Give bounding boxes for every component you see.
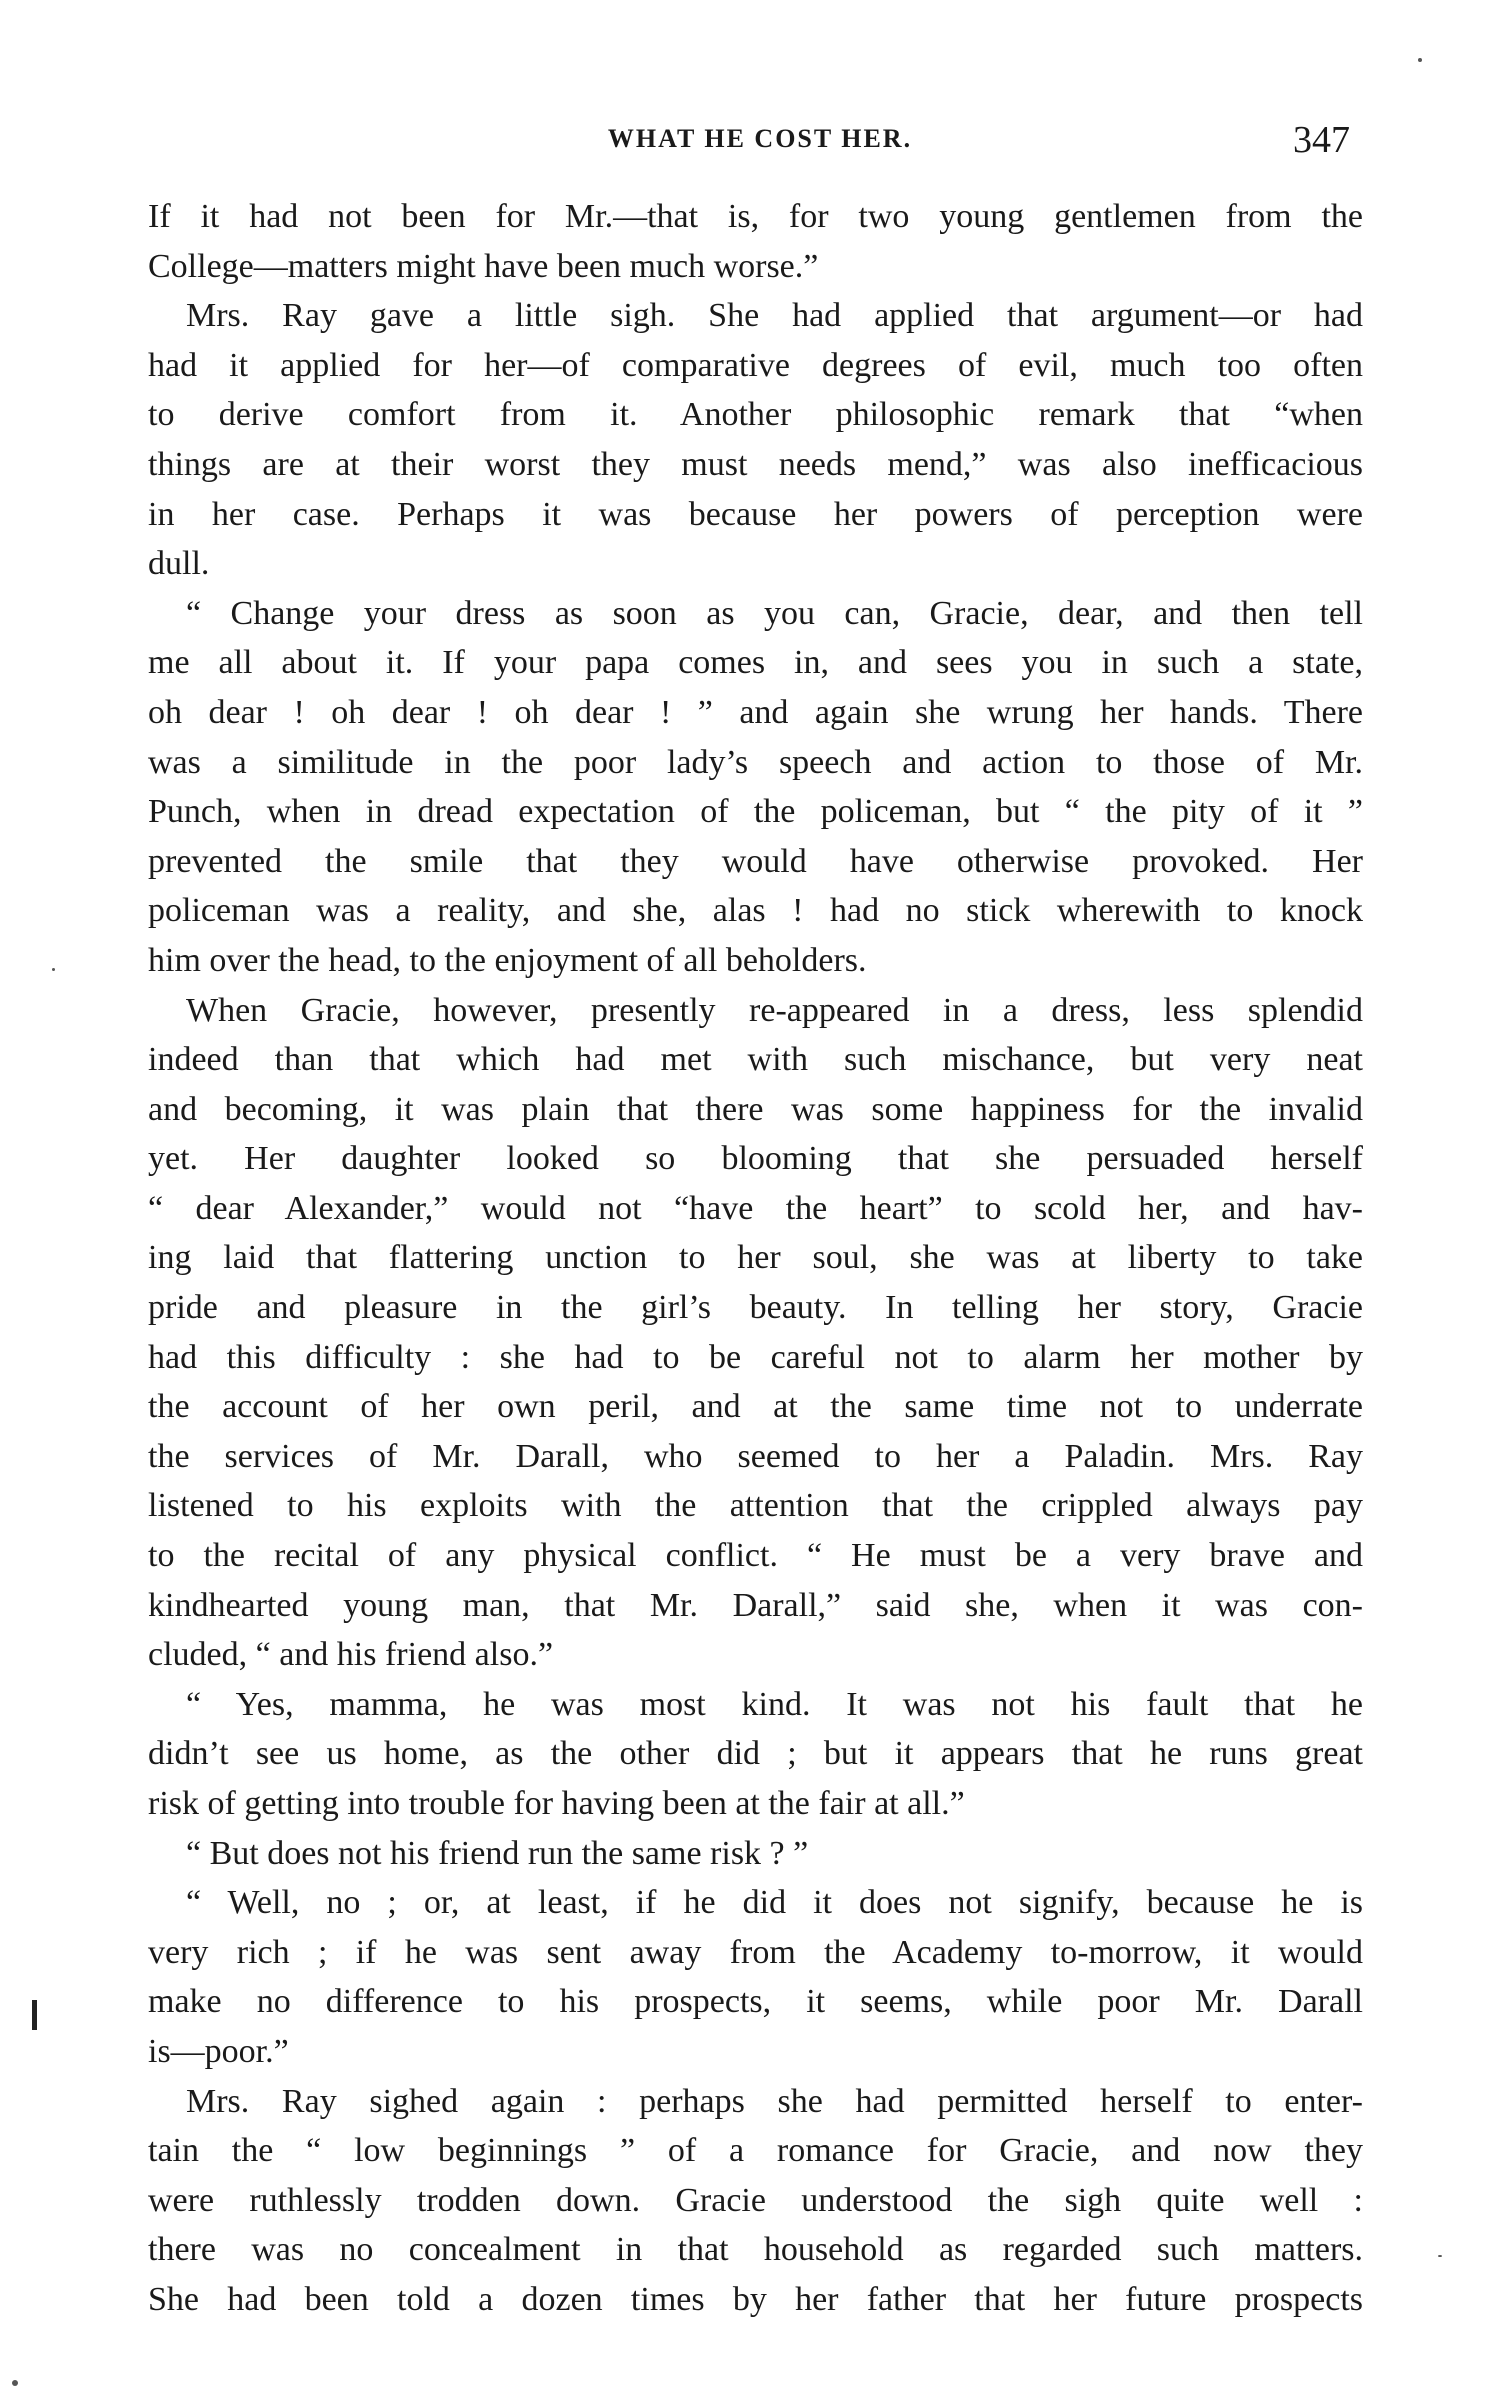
text-line: tain the “ low beginnings ” of a romance for Gracie, and now they [148, 2132, 1363, 2170]
text-line: Mrs. Ray gave a little sigh. She had applied that argument—or had [186, 297, 1363, 335]
text-line: had this difficulty : she had to be careful not to alarm her mother by [148, 1338, 1363, 1376]
text-line: make no difference to his prospects, it seems, while poor Mr. Darall [148, 1983, 1363, 2021]
text-line: indeed than that which had met with such mischance, but very neat [148, 1041, 1363, 1079]
text-line: When Gracie, however, presently re-appeared in a dress, less splendid [186, 991, 1363, 1029]
text-line: “ dear Alexander,” would not “have the heart” to scold her, and hav- [148, 1189, 1363, 1227]
text-line: “ But does not his friend run the same risk ? ” [186, 1834, 809, 1872]
margin-speck [52, 968, 55, 971]
text-line: Punch, when in dread expectation of the policeman, but “ the pity of it ” [148, 793, 1363, 831]
text-line: policeman was a reality, and she, alas ! had no stick wherewith to knock [148, 892, 1363, 930]
text-line: is—poor.” [148, 2032, 289, 2070]
page-header [150, 118, 1370, 161]
text-line: was a similitude in the poor lady’s speech and action to those of Mr. [148, 743, 1363, 781]
text-line: ing laid that flattering unction to her soul, she was at liberty to take [148, 1239, 1363, 1277]
text-line: risk of getting into trouble for having been at the fair at all.” [148, 1785, 965, 1822]
text-line: listened to his exploits with the attention that the crippled always pay [148, 1487, 1363, 1525]
text-line: pride and pleasure in the girl’s beauty. In telling her story, Gracie [148, 1289, 1363, 1327]
text-line: College—matters might have been much worse.” [148, 247, 819, 285]
text-line: “ Well, no ; or, at least, if he did it does not signify, because he is [186, 1884, 1363, 1922]
text-line: didn’t see us home, as the other did ; but it appears that he runs great [148, 1735, 1363, 1773]
text-line: had it applied for her—of comparative degrees of evil, much too often [148, 346, 1363, 384]
text-line: yet. Her daughter looked so blooming that she persuaded herself [148, 1140, 1363, 1178]
text-line: She had been told a dozen times by her father that her future prospects [148, 2280, 1363, 2318]
text-line: me all about it. If your papa comes in, and sees you in such a state, [148, 644, 1363, 682]
text-line: the services of Mr. Darall, who seemed to her a Paladin. Mrs. Ray [148, 1437, 1363, 1475]
text-line: there was no concealment in that household as regarded such matters. [148, 2231, 1363, 2269]
text-line: to the recital of any physical conflict. “ He must be a very brave and [148, 1537, 1363, 1575]
margin-mark [32, 2000, 37, 2030]
text-line: “ Yes, mamma, he was most kind. It was not his fault that he [186, 1685, 1363, 1723]
body-text [148, 192, 1363, 2325]
text-line: Mrs. Ray sighed again : perhaps she had permitted herself to enter- [186, 2082, 1363, 2120]
text-line: him over the head, to the enjoyment of all beholders. [148, 941, 867, 979]
text-line: kindhearted young man, that Mr. Darall,” said she, when it was con- [148, 1586, 1363, 1624]
running-title: WHAT HE COST HER. [607, 124, 913, 153]
text-line: in her case. Perhaps it was because her powers of perception were [148, 495, 1363, 533]
text-line: cluded, “ and his friend also.” [148, 1636, 554, 1674]
margin-speck [1418, 58, 1422, 62]
text-line: things are at their worst they must needs mend,” was also inefficacious [148, 445, 1363, 483]
text-line: “ Change your dress as soon as you can, Gracie, dear, and then tell [186, 594, 1363, 632]
text-line: oh dear ! oh dear ! oh dear ! ” and again she wrung her hands. There [148, 693, 1363, 731]
text-line: and becoming, it was plain that there was some happiness for the invalid [148, 1090, 1363, 1128]
margin-speck [12, 2380, 18, 2386]
text-line: to derive comfort from it. Another philosophic remark that “when [148, 396, 1363, 434]
text-line: very rich ; if he was sent away from the Academy to-morrow, it would [148, 1933, 1363, 1971]
text-line: the account of her own peril, and at the same time not to underrate [148, 1388, 1363, 1426]
text-line: prevented the smile that they would have otherwise provoked. Her [148, 842, 1363, 880]
text-line: were ruthlessly trodden down. Gracie understood the sigh quite well : [148, 2181, 1363, 2219]
text-line: dull. [148, 545, 210, 583]
margin-speck [1438, 2255, 1442, 2257]
page-number: 347 [1293, 119, 1350, 161]
text-line: If it had not been for Mr.—that is, for two young gentlemen from the [148, 198, 1363, 235]
